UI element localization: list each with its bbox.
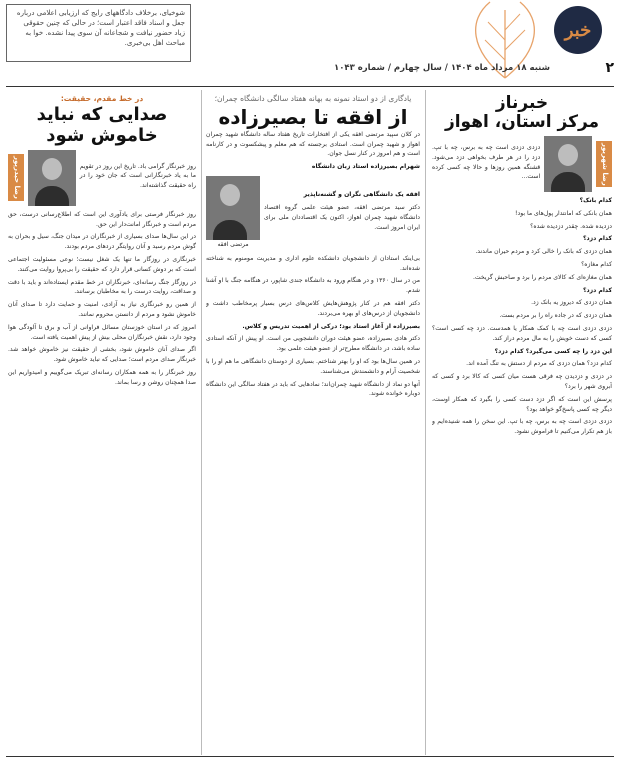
middle-p6: دکتر هادی بصیرزاده، عضو هیئت دوران دانشجویی من است. او پیش از آنکه استادی ساده باشد، در دانشگاه مطرح‌تر از عضو هیئت علمی بود. <box>206 335 420 353</box>
right-p6: کدام مغازه؟ <box>581 260 612 268</box>
left-p5: از همین رو خبرنگاری نیاز به آزادی، امنیت و حمایت دارد تا صدای آنان خاموش نشود و مردم از دانستن محروم نمانند. <box>8 301 196 318</box>
middle-p0: افقه یک دانشگاهی نگران و گشنه‌ناپذیر <box>303 191 420 199</box>
right-p11: دزدی دزدی است چه با کمک همکار یا همدست. دزد چه کسی است؟ کسی که دست خویش را به مال مردم دراز کند. <box>432 324 612 342</box>
right-author-box <box>432 136 612 192</box>
left-p1: روز خبرنگار فرصتی برای یادآوری این است که اطلاع‌رسانی درست، حق مردم است و خبرنگار امانت‌دار این حق. <box>8 210 196 228</box>
page-number: ۲ <box>605 60 614 76</box>
right-p3: دزدیده شده. چقدر دزدیده شده؟ <box>530 222 612 230</box>
column-rule-left <box>201 90 202 755</box>
right-p4: کدام دزد؟ <box>582 235 612 243</box>
header-divider <box>6 86 614 87</box>
middle-title: از افقه تا بصیرزاده <box>218 104 408 129</box>
middle-p3: من در سال ۱۳۶۰ و در هنگام ورود به دانشگاه جندی شاپور، در هنگامه جنگ با او آشنا شدم. <box>206 277 420 295</box>
column-middle <box>206 94 420 754</box>
right-p2: همان بانکی که امانتدار پول‌های ما بود! <box>515 209 612 217</box>
newspaper-logo[interactable] <box>554 6 602 54</box>
middle-p4: دکتر افقه هم در کنار پژوهش‌هایش کلاس‌های درس بسیار پرمخاطب داشت و دانشجویان از درس‌های او بهره می‌بردند. <box>206 299 420 317</box>
left-title: صدایی که نباید خاموش شود <box>36 103 168 146</box>
left-author-photo <box>28 150 76 206</box>
middle-p1: دکتر سید مرتضی افقه، عضو هیئت علمی گروه اقتصاد دانشگاه شهید چمران اهواز، اکنون یک اقتصاددان ملی برای ایران امروز است. <box>264 204 420 231</box>
right-author-name: رضا شهریور <box>596 141 612 188</box>
right-author-photo <box>544 136 592 192</box>
right-p15: پرسش این است که اگر دزد دست کسی را بگیرد که همکار اوست، دیگر چه کسی پاسخ‌گو خواهد بود؟ <box>432 395 612 413</box>
column-right <box>432 94 612 754</box>
right-p8: کدام دزد؟ <box>582 286 612 294</box>
left-p3: خبرنگاری در روزگار ما تنها یک شغل نیست؛ نوعی مسئولیت اجتماعی است که بر دوش کسانی قرار دارد که حقیقت را بی‌پروا روایت می‌کنند. <box>8 255 196 273</box>
right-p1: کدام بانک؟ <box>579 197 612 204</box>
column-left <box>8 94 196 754</box>
middle-photo-box <box>206 176 420 250</box>
middle-photo <box>206 176 260 240</box>
right-p0: دزدی دزدی است چه به برس، چه با تپ. دزد را در هر طرف بخواهی دزد می‌شود. قشنگه همین روزها و حالا چه کسی کرده است... <box>432 143 541 181</box>
right-p10: همان دزدی که در جاده راه را بر مردم بست. <box>499 312 612 320</box>
middle-author-line: شهرام بصیرزاده استاد زبان دانشگاه <box>311 163 420 171</box>
middle-photo-caption: مرتضی افقه <box>217 240 249 248</box>
middle-kicker: یادگاری از دو استاد نمونه به بهانه هفتاد سالگی دانشگاه چمران؛ <box>214 94 412 103</box>
middle-p7: در همین سال‌ها بود که او را بهتر شناختم. بسیاری از دوستان دانشگاهی ما هم او را با شخصیت آرام و دانشمندش می‌شناسند. <box>206 357 420 375</box>
middle-intro: در کلان سپید مرتضی افقه یکی از افتخارات تاریخ هفتاد ساله دانشگاه شهید چمران اهواز و شهید چمران است. استادی برجسته که هم معلم و پیشکسوت و در کارنامه است و هم امروز در کنار نسل جوان. <box>206 130 420 158</box>
top-left-box: شوخیای، برخلاف دادگاههای رایج که ارزیابی اعلامی درباره جعل و اسناد فاقد اعتبار است؛ در حالی که چنین حقوقی زیاد حضور نیافت و شجاعانه آن سوی پیدا نشده. خوا به مباحث اهل بی‌خبری. <box>6 4 191 62</box>
left-p6: امروز که در استان خوزستان مسائل فراوانی از آب و برق تا آلودگی هوا وجود دارد، نقش خبرنگاران محلی بیش از پیش اهمیت یافته است. <box>8 323 196 341</box>
left-kicker: در خط مقدم، حقیقت: <box>60 94 144 103</box>
left-author-box <box>8 150 196 206</box>
footer-divider <box>6 756 614 757</box>
left-author-name: رضا حیدرپور <box>8 154 24 201</box>
logo-text: خبر <box>564 19 592 41</box>
right-p16: دزدی دزدی است چه به برس، چه با تپ. این سخن را همه شنیده‌ایم و باز هم تکرار می‌کنیم تا فراموش نشود. <box>432 418 612 436</box>
right-title: خبرناز مرکز استان، اهواز <box>444 94 600 132</box>
left-p2: در این سال‌ها صدای بسیاری از خبرنگاران در میدان جنگ، سیل و بحران به گوش مردم رسید و آنان روایتگر دردهای مردم بودند. <box>8 233 196 251</box>
page-header <box>0 0 620 85</box>
middle-p2: بی‌اینک استادان از دانشجویان دانشکده علوم اداری و مدیریت مومنوم به شناخته شده‌اند. <box>206 254 420 272</box>
right-p5: همان دزدی که بانک را خالی کرد و مردم حیران ماندند. <box>475 248 612 256</box>
right-p12: این دزد را چه کسی می‌گیرد؟ کدام دزد؟ <box>494 347 612 355</box>
middle-p5: بصیرزاده از آغاز استاد بود؛ درکی از اهمیت تدریس و کلاس. <box>242 322 420 330</box>
left-p8: روز خبرنگار را به همه همکاران رسانه‌ای تبریک می‌گوییم و امیدواریم این صدا همچنان روشن و رسا بماند. <box>8 368 196 386</box>
left-p4: در روزگار جنگ رسانه‌ای، خبرنگاران در خط مقدم ایستاده‌اند و باید با دقت و صداقت، روایت درست را به مخاطبان برسانند. <box>8 278 196 296</box>
right-p9: همان دزدی که دیروز یه بانک زد. <box>531 299 612 307</box>
issue-line: شنبه ۱۸ مرداد ماه ۱۴۰۴ / سال چهارم / شماره ۱۰۴۳ <box>334 63 550 73</box>
middle-p8: آنها دو نماد از دانشگاه شهید چمران‌اند؛ نمادهایی که باید در هفتاد سالگی این دانشگاه دوباره خوانده شوند. <box>206 380 420 398</box>
left-p7: اگر صدای آنان خاموش شود، بخشی از حقیقت نیز خاموش خواهد شد. خبرنگار صدای مردم است؛ صدایی که نباید خاموش شود. <box>8 346 196 364</box>
column-rule-right <box>425 90 426 755</box>
right-p7: همان مغازه‌ای که کالای مردم را برد و صاحبش گریخت. <box>472 273 612 281</box>
right-p14: در دزدی و دزدیدن چه فرقی هست میان کسی که کالا برد و کسی که آبروی شهر را برد؟ <box>432 373 612 390</box>
right-p13: کدام دزد؟ همان دزدی که مردم از دستش به تنگ آمده اند. <box>466 360 612 368</box>
left-p0: روز خبرنگار گرامی باد. تاریخ این روز در تقویم ما به یاد خبرنگارانی است که جان خود را در راه حقیقت گذاشته‌اند. <box>79 162 196 190</box>
